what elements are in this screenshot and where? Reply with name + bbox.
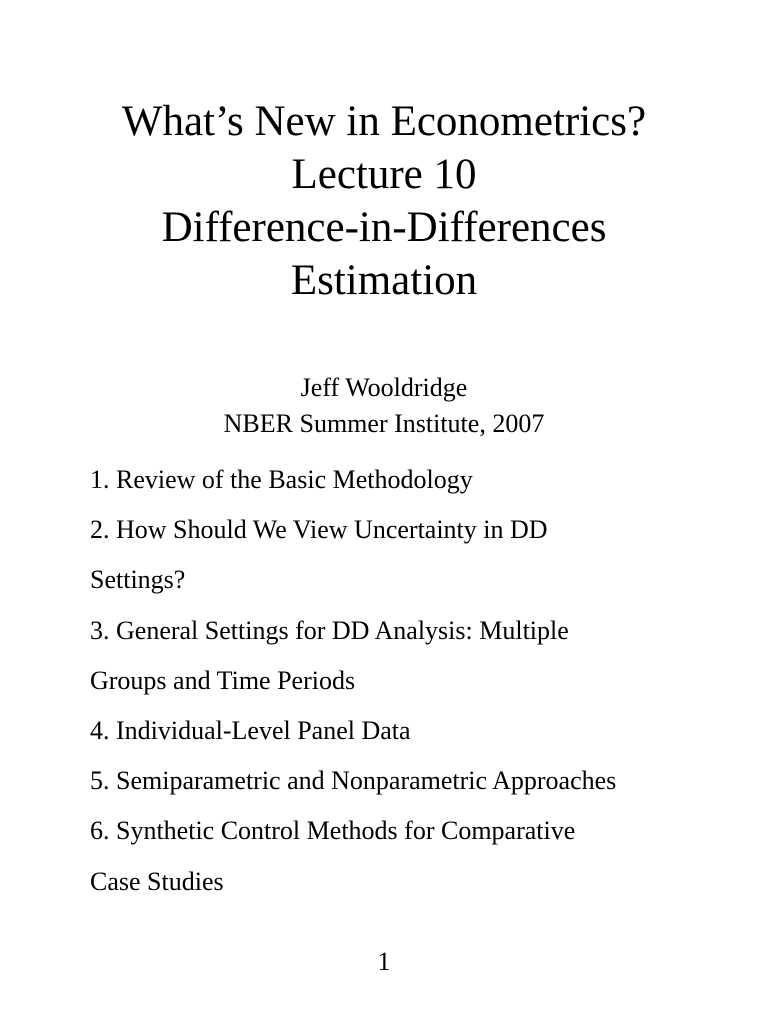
outline-line: 2. How Should We View Uncertainty in DD [90, 515, 548, 545]
author-info [0, 370, 768, 442]
outline-line: 5. Semiparametric and Nonparametric Approaches [90, 766, 617, 796]
outline-line: Settings? [90, 565, 186, 595]
title-line: What’s New in Econometrics? [121, 98, 647, 145]
author-name: Jeff Wooldridge [300, 373, 468, 402]
lecture-outline [90, 455, 730, 907]
outline-line: Case Studies [90, 866, 224, 896]
title-line: Difference-in-Differences [161, 204, 607, 251]
author-venue: NBER Summer Institute, 2007 [223, 409, 545, 438]
outline-line: 3. General Settings for DD Analysis: Multiple [90, 615, 569, 645]
outline-line: 1. Review of the Basic Methodology [90, 465, 473, 494]
title-line: Estimation [290, 257, 478, 304]
title-line: Lecture 10 [291, 151, 477, 198]
page-number: 1 [377, 947, 391, 976]
page-title [0, 95, 768, 307]
outline-line: 6. Synthetic Control Methods for Comparative [90, 816, 576, 846]
outline-line: Groups and Time Periods [90, 665, 356, 695]
outline-line: 4. Individual-Level Panel Data [90, 716, 411, 746]
